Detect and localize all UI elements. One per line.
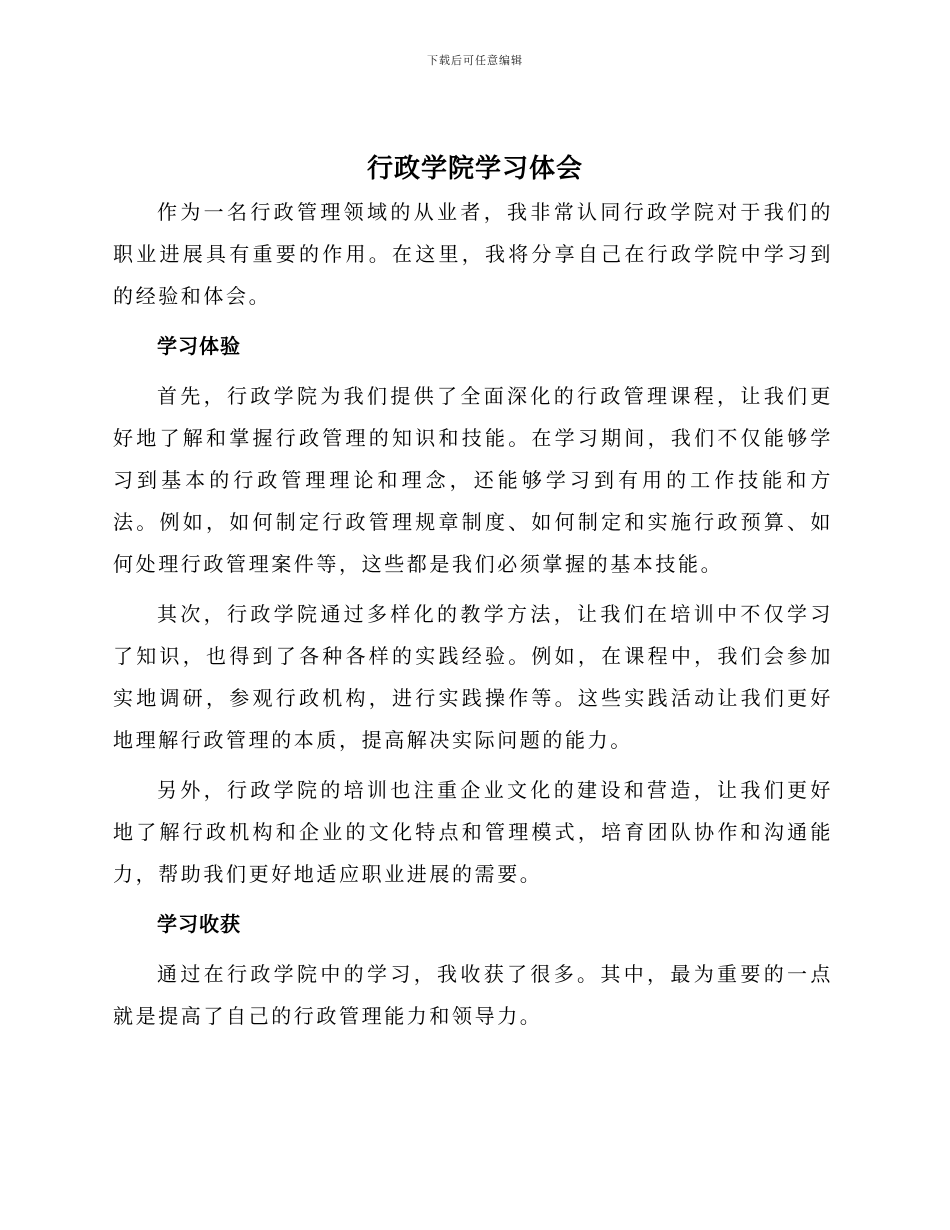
section-heading-learning-experience: 学习体验 [157, 334, 241, 358]
document-body [113, 191, 833, 1045]
paragraph-gains: 通过在行政学院中的学习，我收获了很多。其中，最为重要的一点就是提高了自己的行政管理能力和领导力。 [113, 962, 833, 1028]
paragraph-teaching-methods: 其次，行政学院通过多样化的教学方法，让我们在培训中不仅学习了知识，也得到了各种各样的实践经验。例如，在课程中，我们会参加实地调研，参观行政机构，进行实践操作等。这些实践活动让我们更好地理解行政管理的本质，提高解决实际问题的能力。 [113, 602, 833, 752]
document-title: 行政学院学习体会 [366, 154, 583, 184]
paragraph-curriculum: 首先，行政学院为我们提供了全面深化的行政管理课程，让我们更好地了解和掌握行政管理的知识和技能。在学习期间，我们不仅能够学习到基本的行政管理理论和理念，还能够学习到有用的工作技能和方法。例如，如何制定行政管理规章制度、如何制定和实施行政预算、如何处理行政管理案件等，这些都是我们必须掌握的基本技能。 [113, 384, 833, 576]
intro-paragraph: 作为一名行政管理领域的从业者，我非常认同行政学院对于我们的职业进展具有重要的作用。在这里，我将分享自己在行政学院中学习到的经验和体会。 [113, 200, 833, 308]
section-heading-learning-gains: 学习收获 [157, 912, 241, 936]
header-note: 下载后可任意编辑 [427, 54, 523, 67]
paragraph-culture: 另外，行政学院的培训也注重企业文化的建设和营造，让我们更好地了解行政机构和企业的文化特点和管理模式，培育团队协作和沟通能力，帮助我们更好地适应职业进展的需要。 [113, 778, 833, 886]
